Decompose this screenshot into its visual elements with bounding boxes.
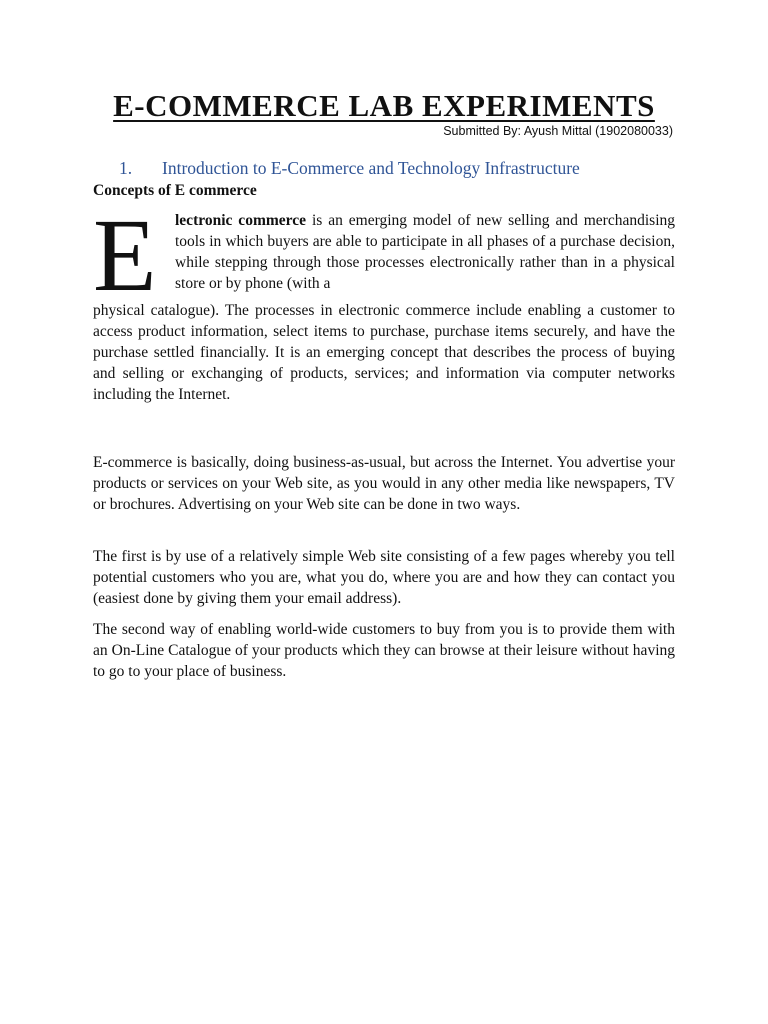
section-heading — [119, 157, 679, 179]
body-paragraph: E-commerce is basically, doing business-as-usual, but across the Internet. You advertise your products or services on your Web site, as you would in any other media like newspapers, TV or brochures. Advertising on your Web site can be done in two ways. — [93, 454, 675, 513]
body-paragraph: The second way of enabling world-wide customers to buy from you is to provide them with an On-Line Catalogue of your products which they can browse at their leisure without having to go to your place of business. — [93, 621, 675, 680]
intro-beside-drop-cap — [175, 210, 675, 294]
intro-first-word: lectronic commerce — [175, 212, 306, 229]
intro-continuation: physical catalogue). The processes in electronic commerce include enabling a customer to access product information, select items to purchase, purchase items securely, and have the purchase settled financially. It is an emerging concept that describes the process of buying and selling or exchanging of products, services; and information via computer networks including the Internet. — [93, 302, 675, 403]
intro-beside-text: is an emerging model of new selling and merchandising tools in which buyers are able to participate in all phases of a purchase decision, while stepping through those processes electronically rather than in a physical store or by phone (with a — [175, 212, 675, 292]
section-title: Introduction to E-Commerce and Technology Infrastructure — [162, 158, 580, 178]
section-number: 1. — [119, 158, 133, 178]
sub-heading: Concepts of E commerce — [93, 182, 257, 199]
body-paragraph: The first is by use of a relatively simple Web site consisting of a few pages whereby you tell potential customers who you are, what you do, where you are and how they can contact you (easiest done by giving them your email address). — [93, 548, 675, 607]
submitted-by-line: Submitted By: Ayush Mittal (1902080033) — [443, 124, 673, 138]
intro-paragraph — [93, 198, 675, 405]
document-title: E-COMMERCE LAB EXPERIMENTS — [113, 88, 655, 123]
drop-cap: E — [93, 198, 157, 313]
